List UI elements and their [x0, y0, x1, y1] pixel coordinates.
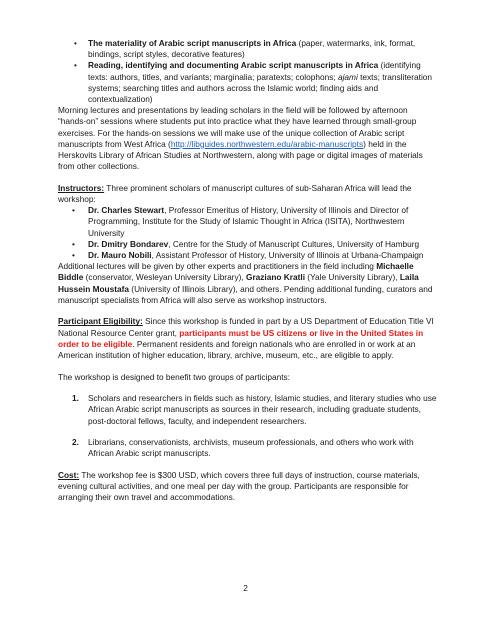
topic-title: Reading, identifying and documenting Arabic script manuscripts in Africa	[88, 60, 379, 71]
cost-text: The workshop fee is $300 USD, which covers three full days of instruction, course materials, evening cultural activities, and one meal per day with the group. Participants are responsible for arranging their own travel and accommodations.	[58, 470, 420, 503]
topic-desc: (identifying texts: authors, titles, and variants; marginalia; paratexts; colophons;	[88, 60, 421, 82]
topic-title: The materiality of Arabic script manuscripts in Africa	[88, 38, 297, 48]
instructor-item	[58, 250, 438, 261]
additional-paragraph	[58, 261, 438, 306]
instructor-desc: , Assistant Professor of History, University of Illinois at Urbana-Champaign	[151, 250, 424, 261]
additional-text: (conservator, Wesleyan University Library),	[83, 272, 246, 283]
instructor-name: Dr. Charles Stewart	[88, 205, 165, 216]
instructor-desc: , Centre for the Study of Manuscript Cultures, University of Hamburg	[168, 238, 420, 249]
group-item	[58, 393, 438, 427]
group-number: 2.	[72, 437, 79, 448]
instructor-item	[58, 205, 438, 239]
topics-list	[58, 38, 438, 105]
expert-name: Laila Hussein Moustafa	[58, 272, 419, 294]
group-number: 1.	[72, 393, 79, 404]
instructors-list	[58, 205, 438, 261]
additional-text: (University of Illinois Library), and others. Pending additional funding, curators and manuscript specialists from Africa will also serve as workshop instructors.	[58, 283, 433, 305]
instructors-intro: Three prominent scholars of manuscript cultures of sub-Saharan Africa will lead the workshop:	[58, 182, 412, 205]
instructors-paragraph	[58, 183, 438, 205]
topic-item	[58, 60, 438, 105]
instructors-heading: Instructors:	[58, 182, 105, 193]
groups-list	[58, 393, 438, 459]
additional-text: Additional lectures will be given by other experts and practitioners in the field including	[58, 261, 377, 272]
group-item	[58, 437, 438, 459]
expert-name: Graziano Kratli	[245, 272, 305, 283]
manuscripts-link[interactable]: http://libguides.northwestern.edu/arabic-manuscripts	[170, 138, 364, 149]
eligibility-text: Since this workshop is funded in part by a US Department of Education Title VI National Resource Center grant,	[58, 316, 434, 338]
eligibility-requirement: participants must be US citizens or live in the United States in order to be eligible	[58, 327, 424, 349]
instructor-item	[58, 239, 438, 250]
instructor-name: Dr. Mauro Nobili	[88, 250, 152, 261]
topic-desc: texts; transliteration systems; searching titles and authors across the Islamic world; finding aids and contextualization)	[88, 71, 433, 105]
additional-text: (Yale University Library),	[305, 272, 400, 283]
topic-desc: (paper, watermarks, ink, format, bindings, script styles, decorative features)	[88, 38, 416, 60]
expert-name: Michaelle Biddle	[58, 261, 414, 283]
topic-desc-italic: ajami	[337, 71, 358, 82]
topic-item	[58, 38, 438, 60]
page-number: 2	[243, 583, 248, 593]
document-page	[58, 38, 438, 504]
morning-text: Morning lectures and presentations by leading scholars in the field will be followed by afternoon “hands-on” sessions where students put into practice what they have learned through small-group exercises. For the hands-on sessions we will make use of the unique collection of Arabic script manuscripts from West Africa (	[58, 105, 417, 149]
eligibility-paragraph	[58, 316, 438, 361]
morning-text: ) held in the Herskovits Library of African Studies at Northwestern, along with page or digital images of materials from other collections.	[58, 138, 423, 172]
cost-paragraph	[58, 470, 438, 504]
group-text: Librarians, conservationists, archivists, museum professionals, and others who work with African Arabic script manuscripts.	[88, 437, 414, 459]
groups-intro: The workshop is designed to benefit two groups of participants:	[58, 371, 290, 382]
morning-paragraph	[58, 105, 438, 172]
eligibility-text: . Permanent residents and foreign nationals who are enrolled in or work at an American institution of higher education, library, archive, museum, etc., are eligible to apply.	[58, 338, 416, 361]
instructor-name: Dr. Dmitry Bondarev	[88, 238, 169, 249]
eligibility-heading: Participant Eligibility:	[58, 316, 143, 327]
group-text: Scholars and researchers in fields such as history, Islamic studies, and literary studies who use African Arabic script manuscripts as sources in their research, including graduate students, post-doctoral fellows, faculty, and independent researchers.	[88, 393, 437, 426]
cost-heading: Cost:	[58, 470, 80, 481]
instructor-desc: , Professor Emeritus of History, University of Illinois and Director of Programming, Institute for the Study of Islamic Thought in Africa (ISITA), Northwestern University	[88, 205, 409, 238]
